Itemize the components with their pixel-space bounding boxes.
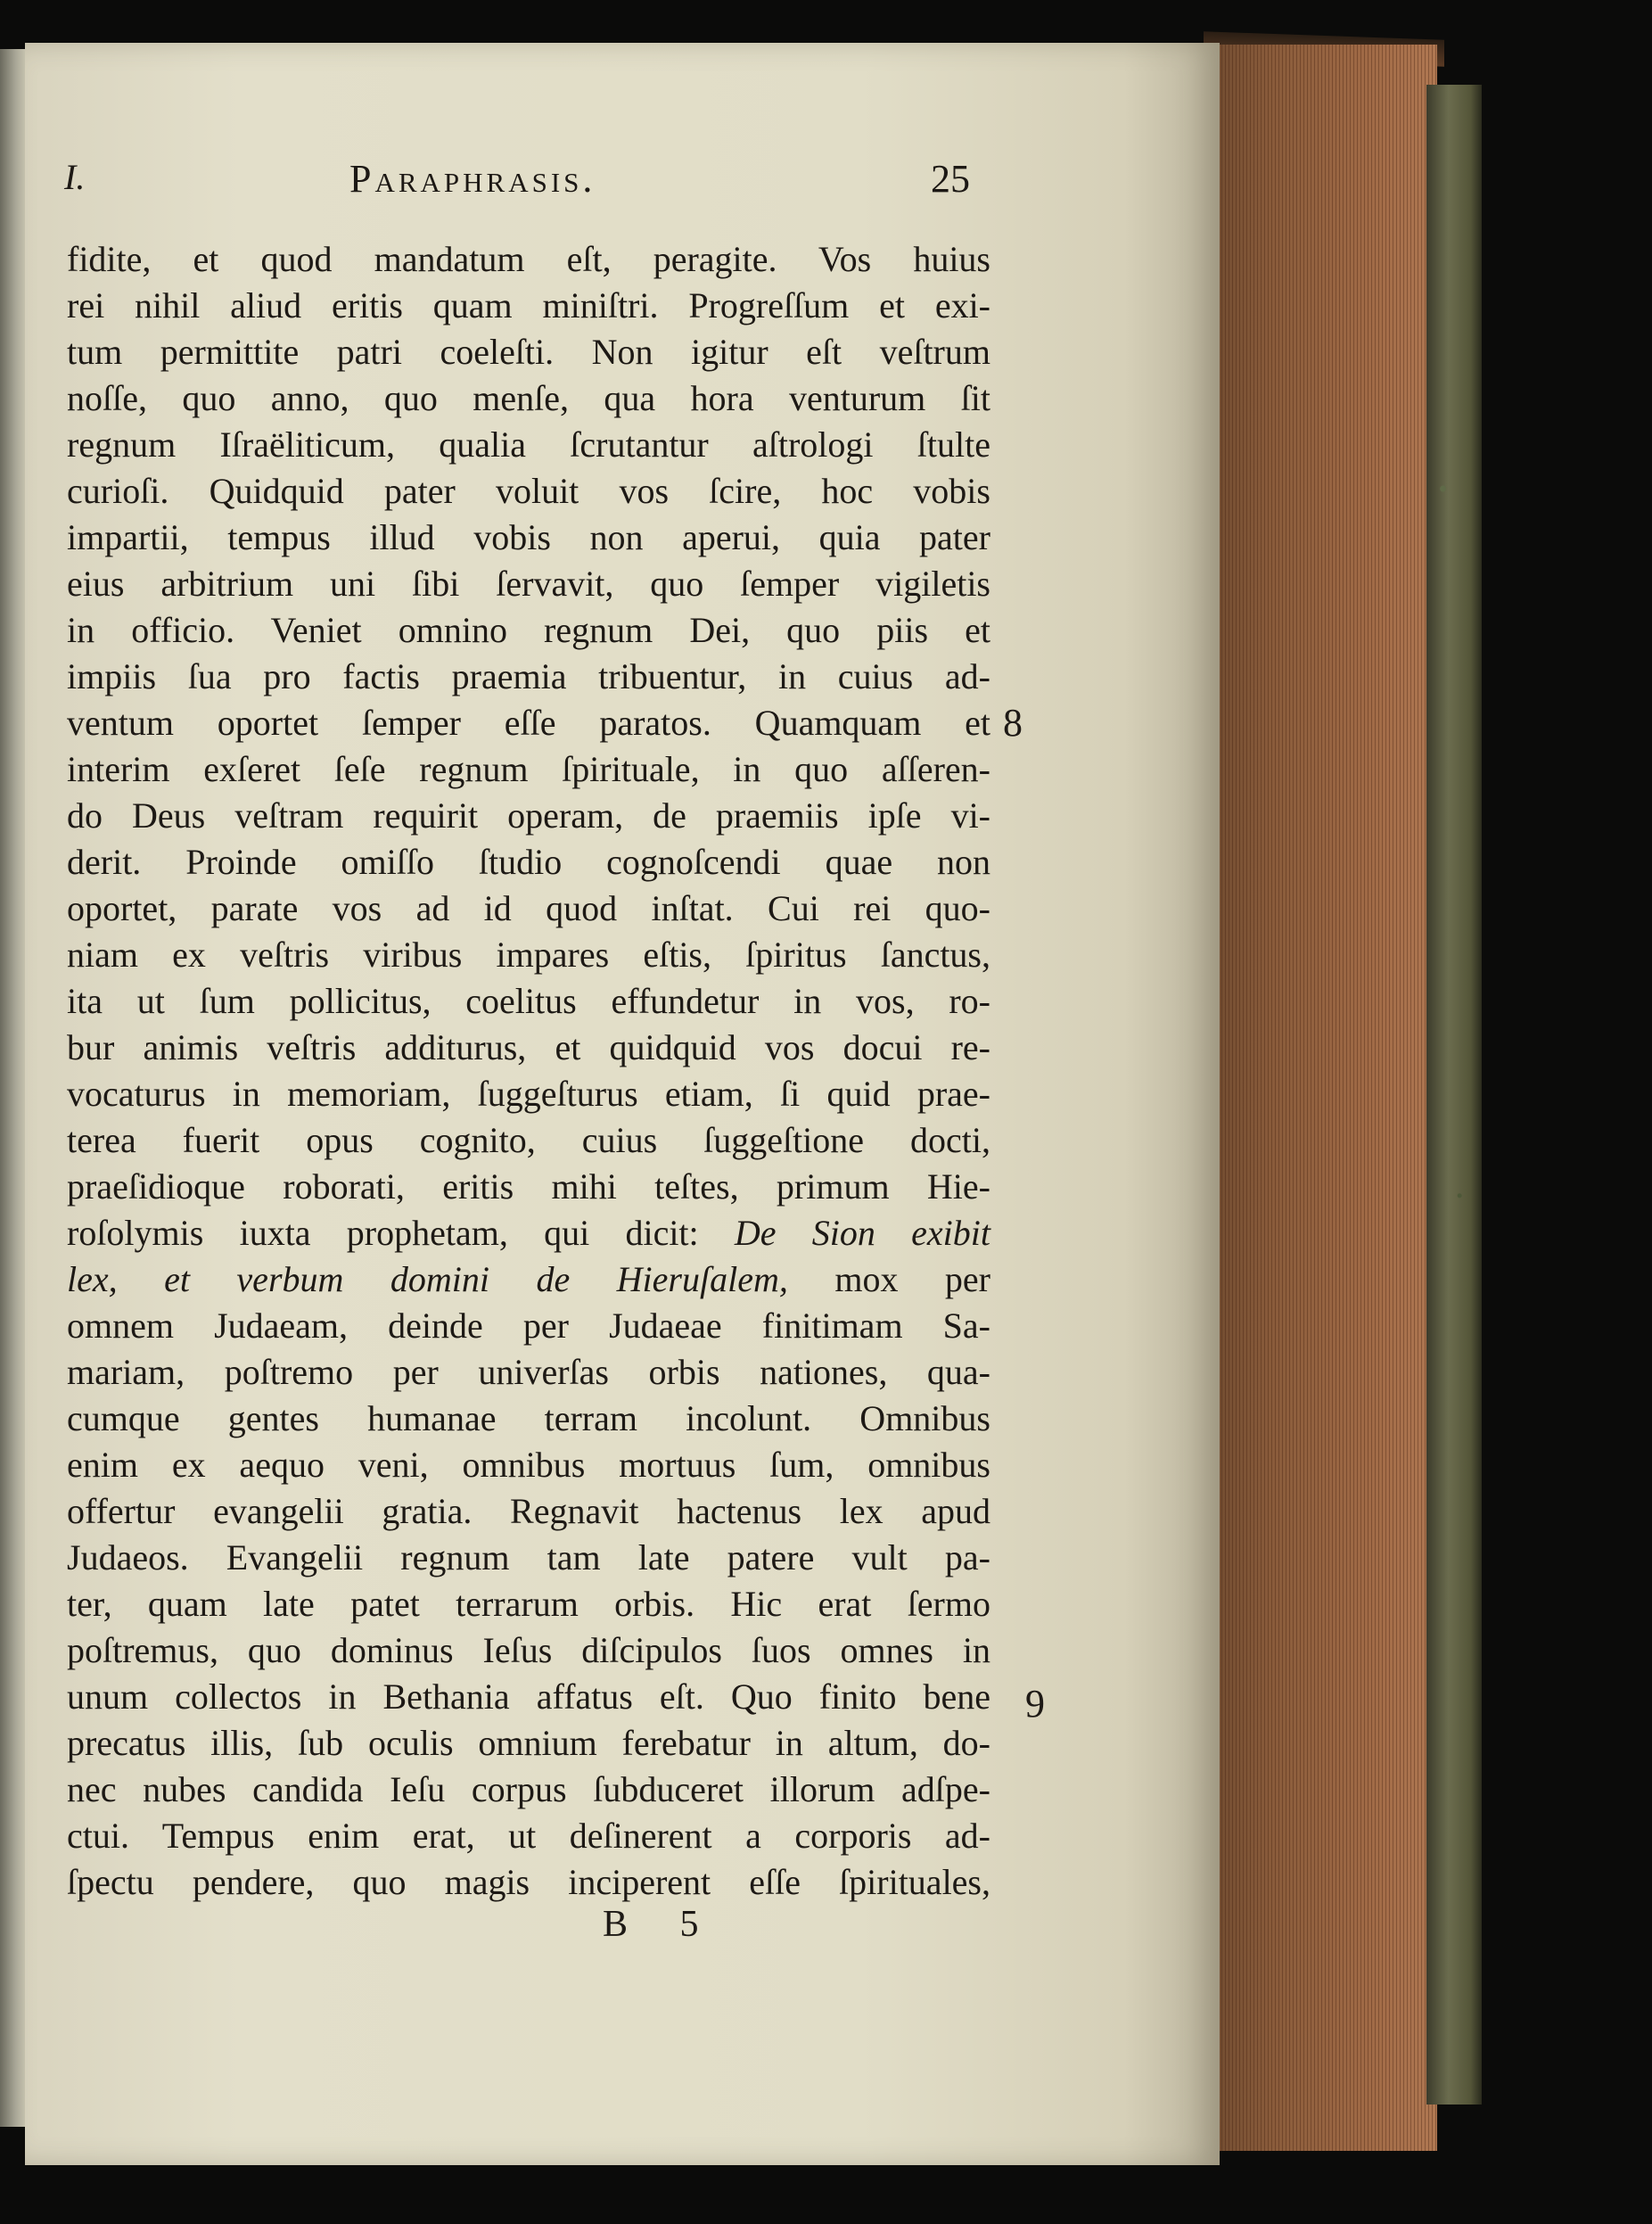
text-line: fidite, et quod mandatum eſt, peragite. Vos huius: [67, 239, 990, 279]
text-line: praeſidioque roborati, eritis mihi teſtes, primum Hie-: [67, 1166, 990, 1207]
text-line: cumque gentes humanae terram incolunt. Omnibus: [67, 1398, 990, 1438]
text-line: ventum oportet ſemper eſſe paratos. Quamquam et: [67, 703, 990, 743]
text-line: rei nihil aliud eritis quam miniſtri. Progreſſum et exi-: [67, 285, 990, 325]
text-line: bur animis veſtris additurus, et quidquid vos docui re-: [67, 1027, 990, 1067]
signature-mark: B 5: [603, 1904, 720, 1945]
text-line: noſſe, quo anno, quo menſe, qua hora venturum ſit: [67, 378, 990, 418]
text-line: omnem Judaeam, deinde per Judaeae finitimam Sa-: [67, 1306, 990, 1346]
text-segment: mox per: [834, 1259, 991, 1299]
chapter-marker: I.: [64, 157, 86, 197]
text-line: impartii, tempus illud vobis non aperui, quia pater: [67, 517, 990, 557]
page-edges-block: [1204, 45, 1437, 2151]
text-line: eius arbitrium uni ſibi ſervavit, quo ſemper vigiletis: [67, 564, 990, 604]
text-line: interim exſeret ſeſe regnum ſpirituale, in quo aſſeren-: [67, 749, 990, 789]
text-line: ter, quam late patet terrarum orbis. Hic erat ſermo: [67, 1584, 990, 1624]
text-line: oportet, parate vos ad id quod inſtat. Cui rei quo-: [67, 888, 990, 928]
text-line: poſtremus, quo dominus Ieſus diſcipulos ſuos omnes in: [67, 1630, 990, 1670]
text-segment: roſolymis iuxta prophetam, qui dicit:: [67, 1213, 699, 1253]
running-header: [64, 156, 970, 210]
text-line: ſpectu pendere, quo magis inciperent eſſe ſpirituales,: [67, 1862, 990, 1902]
book-cover: [1426, 85, 1482, 2105]
text-line: impiis ſua pro factis praemia tribuentur, in cuius ad-: [67, 656, 990, 696]
text-line: vocaturus in memoriam, ſuggeſturus etiam, ſi quid prae-: [67, 1074, 990, 1114]
quote-segment: lex, et verbum domini de Hieruſalem,: [67, 1259, 788, 1299]
body-text: [67, 236, 990, 1906]
text-line-with-quote: [67, 1210, 990, 1256]
text-line: unum collectos in Bethania affatus eſt. Quo finito bene: [67, 1676, 990, 1717]
text-line: in officio. Veniet omnino regnum Dei, quo piis et: [67, 610, 990, 650]
text-line: regnum Iſraëliticum, qualia ſcrutantur aſtrologi ſtulte: [67, 424, 990, 465]
margin-verse-number: 9: [1025, 1682, 1045, 1726]
text-line: ctui. Tempus enim erat, ut deſinerent a corporis ad-: [67, 1816, 990, 1856]
text-line: ita ut ſum pollicitus, coelitus effundetur in vos, ro-: [67, 981, 990, 1021]
text-line: offertur evangelii gratia. Regnavit hactenus lex apud: [67, 1491, 990, 1531]
running-title: Paraphrasis.: [349, 157, 596, 201]
text-line: derit. Proinde omiſſo ſtudio cognoſcendi quae non: [67, 842, 990, 882]
text-line: curioſi. Quidquid pater voluit vos ſcire, hoc vobis: [67, 471, 990, 511]
text-line: tum permittite patri coeleſti. Non igitur eſt veſtrum: [67, 332, 990, 372]
text-line: niam ex veſtris viribus impares eſtis, ſpiritus ſanctus,: [67, 935, 990, 975]
text-line: enim ex aequo veni, omnibus mortuus ſum, omnibus: [67, 1445, 990, 1485]
text-line: mariam, poſtremo per univerſas orbis nationes, qua-: [67, 1352, 990, 1392]
text-line-with-quote: [67, 1256, 990, 1303]
text-line: precatus illis, ſub oculis omnium ferebatur in altum, do-: [67, 1723, 990, 1763]
page-number: 25: [931, 157, 970, 201]
margin-verse-number: 8: [1003, 701, 1023, 745]
text-line: terea fuerit opus cognito, cuius ſuggeſtione docti,: [67, 1120, 990, 1160]
text-line: do Deus veſtram requirit operam, de praemiis ipſe vi-: [67, 795, 990, 836]
quote-segment: De Sion exibit: [734, 1213, 991, 1253]
text-line: Judaeos. Evangelii regnum tam late patere vult pa-: [67, 1537, 990, 1577]
text-line: nec nubes candida Ieſu corpus ſubduceret illorum adſpe-: [67, 1769, 990, 1809]
